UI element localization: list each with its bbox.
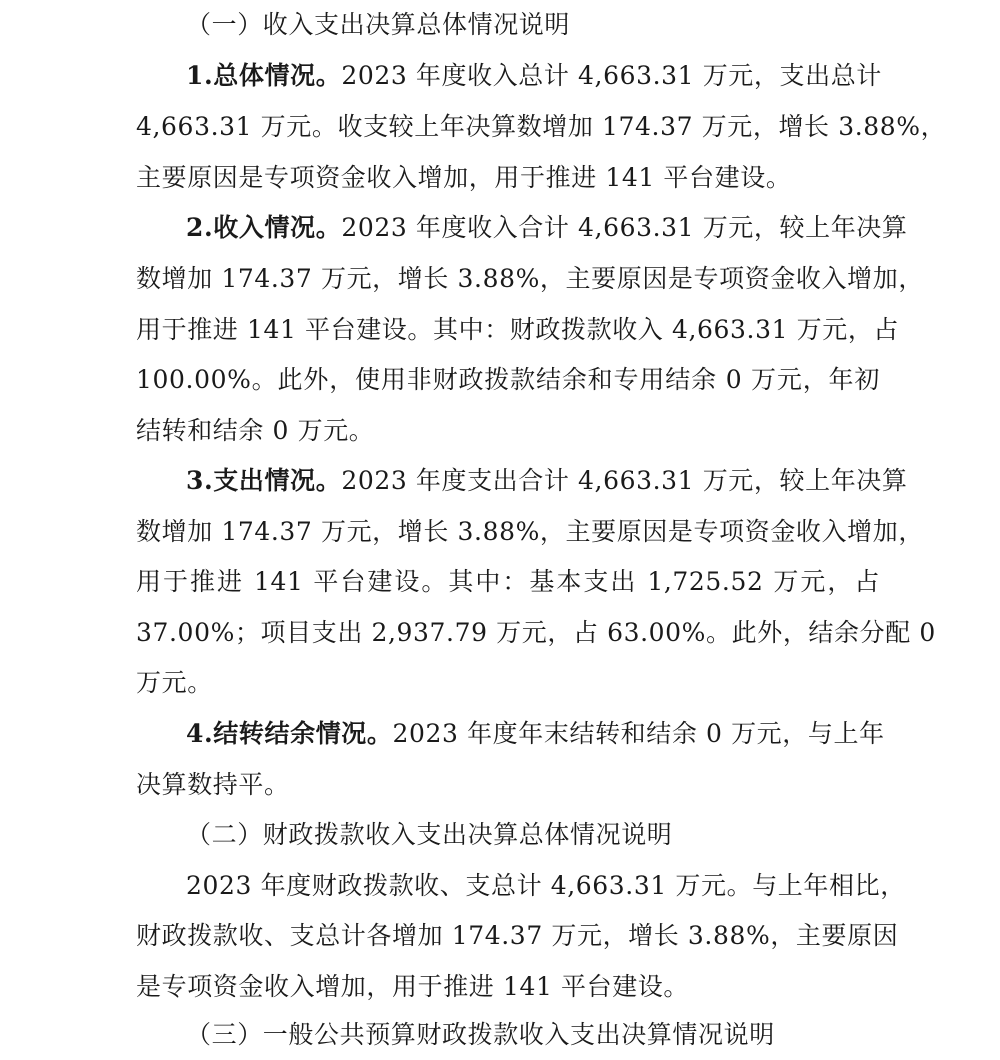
paragraph-4-lead: 4.结转结余情况。 [186,719,393,748]
section-2-line-3: 是专项资金收入增加，用于推进 141 平台建设。 [136,972,690,1001]
section-heading-2: （二）财政拨款收入支出决算总体情况说明 [186,820,673,849]
paragraph-3-text: 2023 年度支出合计 4,663.31 万元，较上年决算 [341,466,908,495]
paragraph-1-line-3: 主要原因是专项资金收入增加，用于推进 141 平台建设。 [136,163,792,192]
paragraph-4-line-2: 决算数持平。 [136,770,290,799]
paragraph-2-text: 2023 年度收入合计 4,663.31 万元，较上年决算 [341,213,908,242]
paragraph-3-line-4: 37.00%；项目支出 2,937.79 万元，占 63.00%。此外，结余分配 0 [136,618,936,647]
section-2-line-2: 财政拨款收、支总计各增加 174.37 万元，增长 3.88%，主要原因 [136,921,899,950]
paragraph-1-line-1 [186,51,880,101]
section-heading-3: （三）一般公共预算财政拨款收入支出决算情况说明 [186,1020,775,1049]
paragraph-2-lead: 2.收入情况。 [186,213,342,242]
paragraph-2-line-1 [186,203,908,253]
section-2-line-1: 2023 年度财政拨款收、支总计 4,663.31 万元。与上年相比， [186,871,906,900]
paragraph-2-line-4: 100.00%。此外，使用非财政拨款结余和专用结余 0 万元，年初 [136,365,880,394]
paragraph-4-line-1 [186,709,885,759]
paragraph-2-line-3: 用于推进 141 平台建设。其中：财政拨款收入 4,663.31 万元，占 [136,315,900,344]
paragraph-3-lead: 3.支出情况。 [186,466,342,495]
paragraph-1-text: 2023 年度收入总计 4,663.31 万元，支出总计 [341,61,882,90]
paragraph-3-line-3: 用于推进 141 平台建设。其中：基本支出 1,725.52 万元，占 [136,567,880,596]
paragraph-4-text: 2023 年度年末结转和结余 0 万元，与上年 [392,719,885,748]
paragraph-1-line-2: 4,663.31 万元。收支较上年决算数增加 174.37 万元，增长 3.88%， [136,112,947,141]
paragraph-2-line-5: 结转和结余 0 万元。 [136,416,375,445]
paragraph-3-line-2: 数增加 174.37 万元，增长 3.88%，主要原因是专项资金收入增加， [136,517,924,546]
section-heading-1: （一）收入支出决算总体情况说明 [186,10,571,39]
paragraph-3-line-1 [186,456,908,506]
paragraph-3-line-5: 万元。 [136,668,213,697]
paragraph-1-lead: 1.总体情况。 [186,61,342,90]
paragraph-2-line-2: 数增加 174.37 万元，增长 3.88%，主要原因是专项资金收入增加， [136,264,924,293]
